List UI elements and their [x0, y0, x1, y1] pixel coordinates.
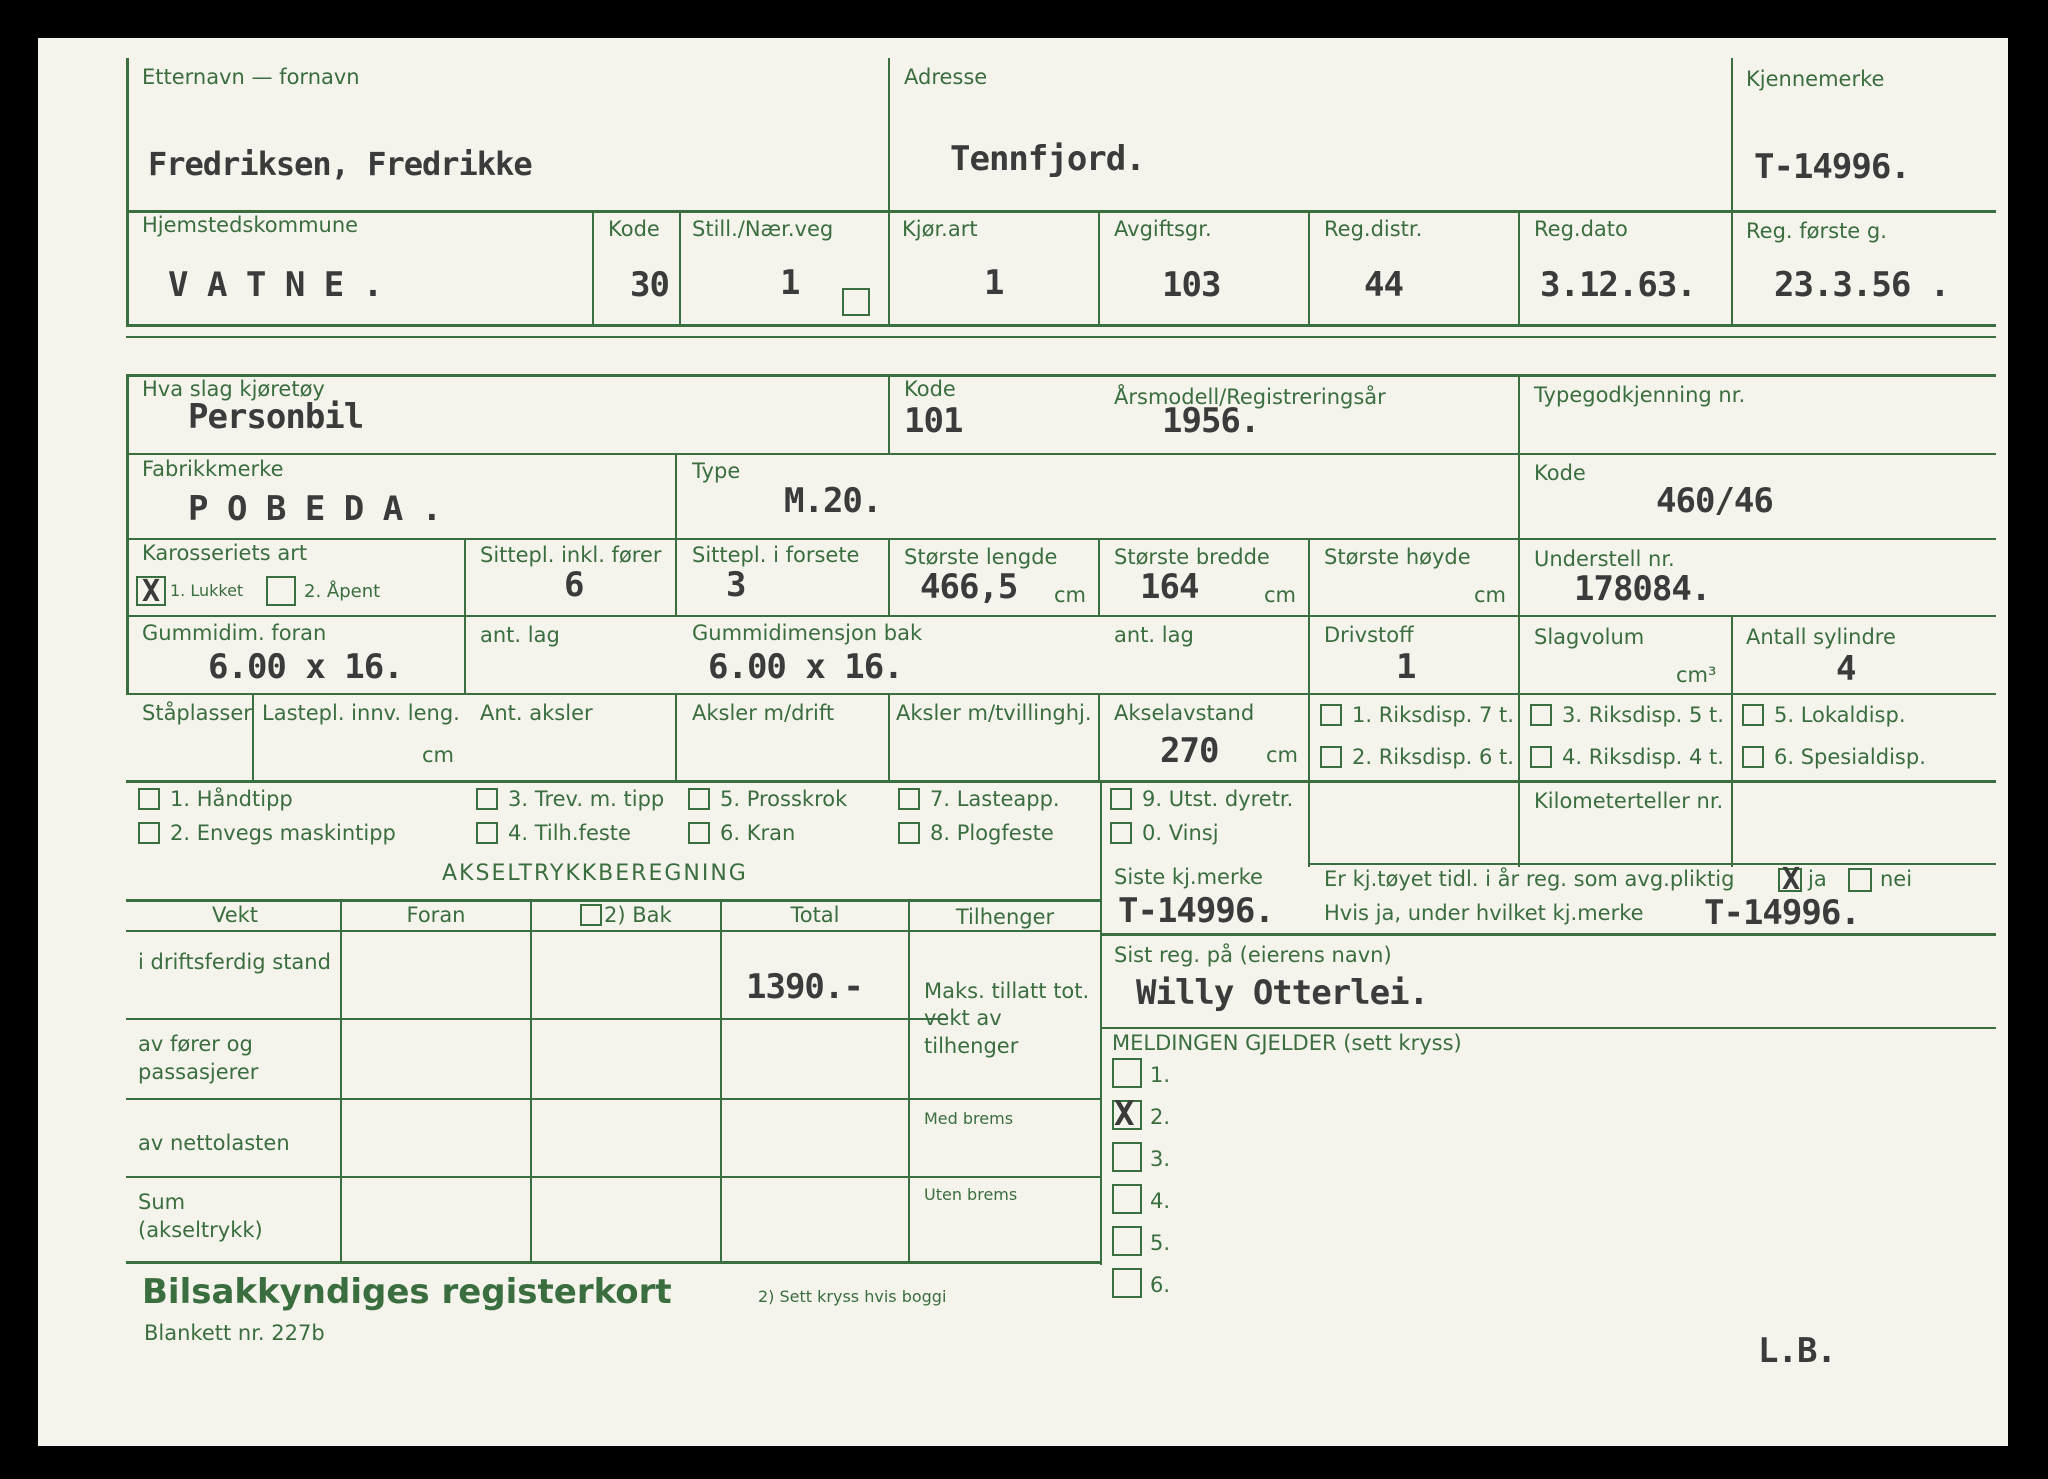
opt4-label: 4. Tilh.feste	[508, 821, 631, 845]
riks4-checkbox[interactable]	[1530, 746, 1552, 768]
driven-axles-label: Aksler m/drift	[692, 701, 835, 725]
front-seats-label: Sittepl. i forsete	[692, 543, 860, 567]
kode-value: 30	[630, 265, 669, 305]
message-label: MELDINGEN GJELDER (sett kryss)	[1112, 1031, 1462, 1055]
axle-title: AKSELTRYKKBEREGNING	[442, 861, 748, 886]
length-unit: cm	[1054, 583, 1087, 607]
vehicle-type-value: Personbil	[188, 397, 364, 437]
regdistr-label: Reg.distr.	[1324, 217, 1423, 241]
no-label: nei	[1880, 867, 1913, 891]
riks4-label: 4. Riksdisp. 4 t.	[1562, 745, 1724, 769]
form-number: Blankett nr. 227b	[144, 1321, 325, 1345]
last-plate-label: Siste kj.merke	[1114, 865, 1263, 889]
plate-value: T-14996.	[1754, 147, 1910, 187]
with-brakes-label: Med brems	[924, 1109, 1014, 1128]
opt5-label: 5. Prosskrok	[720, 787, 848, 811]
msg4-label: 4.	[1150, 1189, 1171, 1213]
model-year-value: 1956.	[1162, 401, 1260, 441]
length-value: 466,5	[920, 567, 1018, 607]
municipality-value: V A T N E .	[168, 265, 383, 305]
type-label: Type	[692, 459, 741, 483]
seats-label: Sittepl. inkl. fører	[480, 543, 662, 567]
riks3-checkbox[interactable]	[1530, 704, 1552, 726]
row-sum: Sum (akseltrykk)	[138, 1190, 263, 1243]
cylinders-value: 4	[1836, 649, 1856, 689]
which-plate-value: T-14996.	[1704, 893, 1860, 933]
make-label: Fabrikkmerke	[142, 457, 284, 481]
name-value: Fredriksen, Fredrikke	[148, 145, 532, 183]
municipality-label: Hjemstedskommune	[142, 213, 359, 237]
msg2-mark: X	[1114, 1094, 1135, 1134]
front-seats-value: 3	[726, 565, 746, 605]
msg3-checkbox[interactable]	[1112, 1142, 1142, 1172]
tyre-front-label: Gummidim. foran	[142, 621, 327, 645]
tyre-rear-value: 6.00 x 16.	[708, 647, 903, 687]
regdato-label: Reg.dato	[1534, 217, 1628, 241]
fuel-value: 1	[1396, 647, 1416, 687]
opt7-label: 7. Lasteapp.	[930, 787, 1060, 811]
width-unit: cm	[1264, 583, 1297, 607]
riks2-checkbox[interactable]	[1320, 746, 1342, 768]
lokal-checkbox[interactable]	[1742, 704, 1764, 726]
opt6-label: 6. Kran	[720, 821, 796, 845]
regdistr-value: 44	[1364, 265, 1403, 305]
footnote: 2) Sett kryss hvis boggi	[758, 1287, 947, 1306]
register-card	[38, 38, 2008, 1446]
length-label: Største lengde	[904, 545, 1058, 569]
standing-label: Ståplasser	[142, 701, 252, 725]
fuel-label: Drivstoff	[1324, 623, 1414, 647]
displacement-label: Slagvolum	[1534, 625, 1645, 649]
boggi-checkbox[interactable]	[580, 904, 602, 926]
kode-label: Kode	[608, 217, 660, 241]
seats-value: 6	[564, 565, 584, 605]
opt9-checkbox[interactable]	[1110, 788, 1132, 810]
opt8-checkbox[interactable]	[898, 822, 920, 844]
no-checkbox[interactable]	[1848, 868, 1872, 892]
without-brakes-label: Uten brems	[924, 1185, 1018, 1204]
layers2-label: ant. lag	[1114, 623, 1194, 647]
opt1-checkbox[interactable]	[138, 788, 160, 810]
msg2-label: 2.	[1150, 1105, 1171, 1129]
msg1-checkbox[interactable]	[1112, 1058, 1142, 1088]
opt2-checkbox[interactable]	[138, 822, 160, 844]
msg6-checkbox[interactable]	[1112, 1268, 1142, 1298]
address-label: Adresse	[904, 65, 988, 89]
chassis-label: Understell nr.	[1534, 547, 1675, 571]
cargo-unit: cm	[422, 743, 455, 767]
opt4-checkbox[interactable]	[476, 822, 498, 844]
col-tilhenger: Tilhenger	[955, 905, 1055, 929]
open-checkbox[interactable]	[266, 576, 296, 606]
card-title: Bilsakkyndiges registerkort	[142, 1272, 672, 1312]
type-approval-label: Typegodkjenning nr.	[1534, 383, 1746, 407]
row-driftsferdig: i driftsferdig stand	[138, 950, 331, 974]
code3-value: 101	[904, 401, 963, 441]
twin-axles-label: Aksler m/tvillinghj.	[896, 701, 1092, 725]
msg5-checkbox[interactable]	[1112, 1226, 1142, 1256]
name-label: Etternavn — fornavn	[142, 65, 360, 89]
opt2-label: 2. Envegs maskintipp	[170, 821, 396, 845]
total-value: 1390.-	[746, 967, 863, 1007]
displacement-unit: cm³	[1676, 663, 1717, 687]
yes-mark: X	[1782, 862, 1801, 897]
trailer-max-label: Maks. tillatt tot. vekt av tilhenger	[924, 979, 1090, 1058]
odometer-label: Kilometerteller nr.	[1534, 789, 1724, 813]
code3-label: Kode	[904, 377, 956, 401]
layers1-label: ant. lag	[480, 623, 560, 647]
model-year-label: Årsmodell/Registreringsår	[1114, 385, 1386, 409]
plate-label: Kjennemerke	[1746, 67, 1885, 91]
still-value: 1	[780, 263, 800, 303]
kjorart-label: Kjør.art	[902, 217, 978, 241]
avgift-label: Avgiftsgr.	[1114, 217, 1212, 241]
opt1-label: 1. Håndtipp	[170, 787, 293, 811]
tyre-rear-label: Gummidimensjon bak	[692, 621, 923, 645]
col-vekt: Vekt	[211, 903, 259, 927]
spesial-label: 6. Spesialdisp.	[1774, 745, 1926, 769]
width-value: 164	[1140, 567, 1199, 607]
row-forer: av fører og passasjerer	[138, 1032, 259, 1085]
msg1-label: 1.	[1150, 1063, 1171, 1087]
regdato-value: 3.12.63.	[1540, 265, 1696, 305]
opt3-label: 3. Trev. m. tipp	[508, 787, 665, 811]
row-nettolast: av nettolasten	[138, 1131, 290, 1155]
code4-label: Kode	[1534, 461, 1586, 485]
height-label: Største høyde	[1324, 545, 1471, 569]
which-plate-label: Hvis ja, under hvilket kj.merke	[1324, 901, 1644, 925]
opt0-checkbox[interactable]	[1110, 822, 1132, 844]
vehicle-type-label: Hva slag kjøretøy	[142, 377, 325, 401]
lokal-label: 5. Lokaldisp.	[1774, 703, 1906, 727]
open-label: 2. Åpent	[304, 581, 381, 602]
last-owner-value: Willy Otterlei.	[1136, 973, 1429, 1013]
kjorart-value: 1	[984, 263, 1004, 303]
width-label: Største bredde	[1114, 545, 1270, 569]
closed-mark: X	[142, 574, 161, 609]
wheelbase-unit: cm	[1266, 743, 1299, 767]
yes-label: ja	[1808, 867, 1827, 891]
msg4-checkbox[interactable]	[1112, 1184, 1142, 1214]
cargo-length-label: Lastepl. innv. leng.	[262, 701, 460, 725]
riks3-label: 3. Riksdisp. 5 t.	[1562, 703, 1724, 727]
wheelbase-label: Akselavstand	[1114, 701, 1255, 725]
last-owner-label: Sist reg. på (eierens navn)	[1114, 943, 1392, 967]
wheelbase-value: 270	[1160, 731, 1219, 771]
col-total: Total	[790, 903, 840, 927]
still-checkbox[interactable]	[842, 288, 870, 316]
opt8-label: 8. Plogfeste	[930, 821, 1054, 845]
tyre-front-value: 6.00 x 16.	[208, 647, 403, 687]
closed-label: 1. Lukket	[170, 581, 244, 600]
opt6-checkbox[interactable]	[688, 822, 710, 844]
type-value: M.20.	[784, 481, 882, 521]
height-unit: cm	[1474, 583, 1507, 607]
make-value: P O B E D A .	[188, 489, 442, 529]
last-plate-value: T-14996.	[1118, 891, 1274, 931]
msg5-label: 5.	[1150, 1231, 1171, 1255]
prev-reg-question: Er kj.tøyet tidl. i år reg. som avg.pliktig	[1324, 867, 1735, 891]
riks2-label: 2. Riksdisp. 6 t.	[1352, 745, 1514, 769]
still-label: Still./Nær.veg	[692, 217, 834, 241]
address-value: Tennfjord.	[950, 139, 1145, 179]
avgift-value: 103	[1162, 265, 1221, 305]
riks1-checkbox[interactable]	[1320, 704, 1342, 726]
chassis-value: 178084.	[1574, 569, 1711, 609]
body-label: Karosseriets art	[142, 541, 308, 565]
msg3-label: 3.	[1150, 1147, 1171, 1171]
first-reg-value: 23.3.56 .	[1774, 265, 1950, 305]
col-bak: 2) Bak	[604, 903, 672, 927]
opt7-checkbox[interactable]	[898, 788, 920, 810]
first-reg-label: Reg. første g.	[1746, 219, 1887, 243]
riks1-label: 1. Riksdisp. 7 t.	[1352, 703, 1514, 727]
cylinders-label: Antall sylindre	[1746, 625, 1896, 649]
axles-label: Ant. aksler	[480, 701, 593, 725]
msg6-label: 6.	[1150, 1273, 1171, 1297]
spesial-checkbox[interactable]	[1742, 746, 1764, 768]
opt3-checkbox[interactable]	[476, 788, 498, 810]
opt0-label: 0. Vinsj	[1142, 821, 1219, 845]
initials: L.B.	[1758, 1331, 1836, 1371]
opt5-checkbox[interactable]	[688, 788, 710, 810]
code4-value: 460/46	[1656, 481, 1773, 521]
col-foran: Foran	[406, 903, 466, 927]
opt9-label: 9. Utst. dyretr.	[1142, 787, 1294, 811]
